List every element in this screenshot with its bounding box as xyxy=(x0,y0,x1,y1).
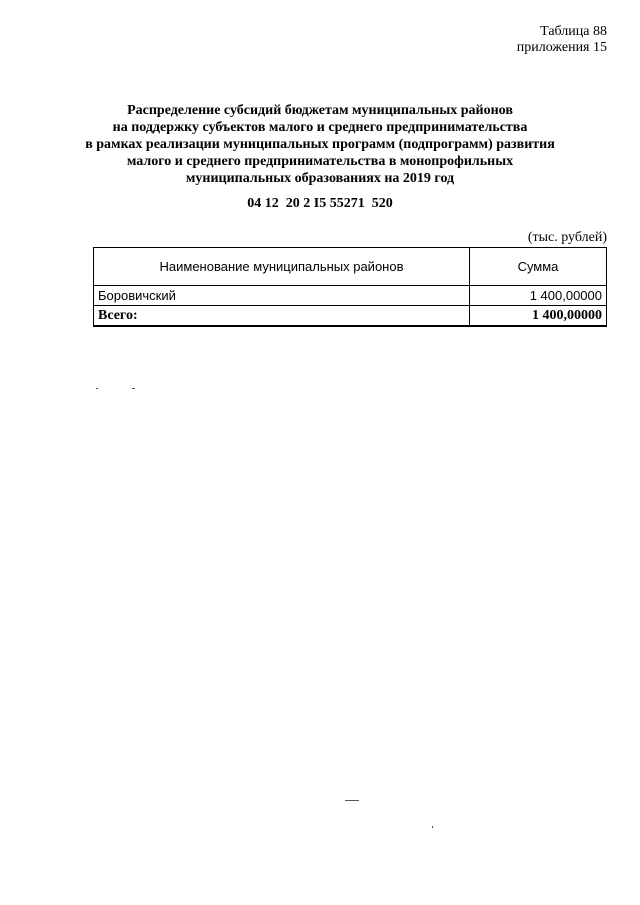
table-number: Таблица 88 xyxy=(540,24,607,39)
subsidy-table xyxy=(93,247,607,327)
title-line: в рамках реализации муниципальных программ (подпрограмм) развития xyxy=(85,137,555,152)
scan-speck xyxy=(432,826,433,828)
title-line: малого и среднего предпринимательства в монопрофильных xyxy=(126,154,514,169)
table-header-row xyxy=(94,248,607,286)
document-title xyxy=(60,102,580,187)
scan-speck xyxy=(345,800,359,801)
scan-speck xyxy=(132,388,135,389)
title-line: на поддержку субъектов малого и среднего предпринимательства xyxy=(112,120,528,135)
appendix-number: приложения 15 xyxy=(516,40,607,55)
total-amount: 1 400,00000 xyxy=(470,306,607,327)
title-line: муниципальных образованиях на 2019 год xyxy=(185,171,455,186)
budget-classification-code: 04 12 20 2 I5 55271 520 xyxy=(247,196,393,211)
title-line: Распределение субсидий бюджетам муниципальных районов xyxy=(127,103,513,118)
column-header-amount: Сумма xyxy=(470,248,607,286)
table-row xyxy=(94,286,607,306)
scan-speck xyxy=(96,388,98,389)
district-amount: 1 400,00000 xyxy=(470,286,607,306)
units-label: (тыс. рублей) xyxy=(527,230,607,245)
column-header-district: Наименование муниципальных районов xyxy=(94,248,470,286)
total-label: Всего: xyxy=(94,306,470,327)
total-row xyxy=(94,306,607,327)
table-reference xyxy=(517,24,607,56)
district-name: Боровичский xyxy=(94,286,470,306)
